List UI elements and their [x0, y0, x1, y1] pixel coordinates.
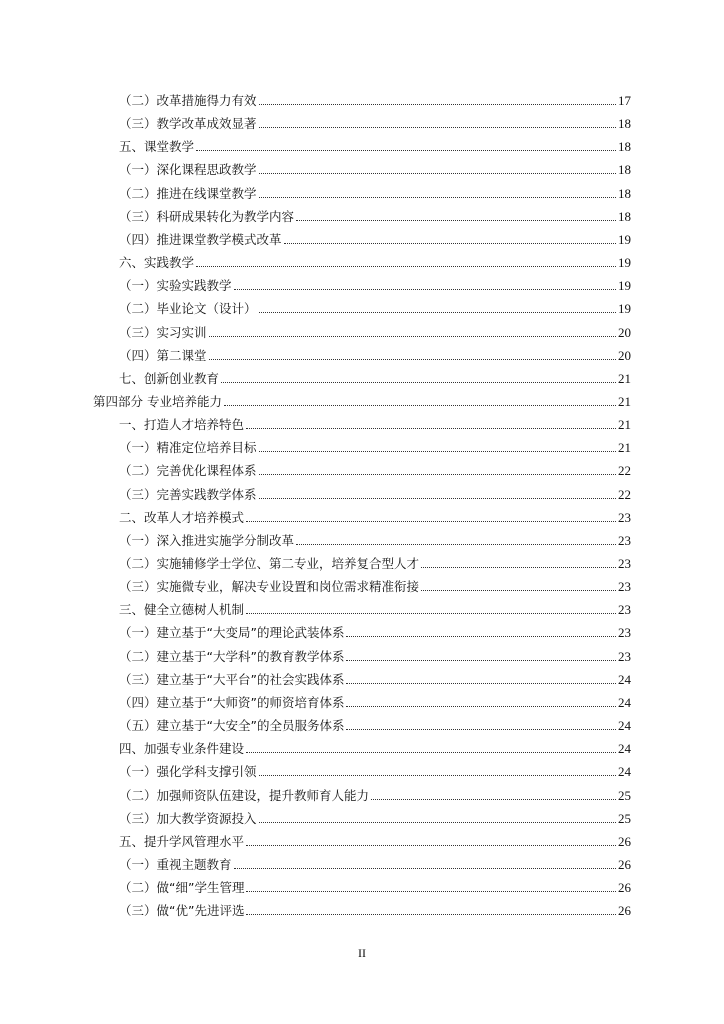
- toc-leader-dots: [259, 173, 616, 174]
- toc-entry-title: （一）深入推进实施学分制改革: [119, 532, 295, 548]
- toc-entry[interactable]: [119, 691, 631, 711]
- toc-entry-title: （一）强化学科支撑引领: [119, 764, 257, 780]
- toc-entry-title: （二）推进在线课堂教学: [119, 185, 257, 201]
- toc-entry-page: 22: [618, 486, 631, 502]
- toc-entry-page: 20: [618, 347, 631, 363]
- toc-entry-page: 23: [618, 532, 631, 548]
- toc-leader-dots: [259, 775, 616, 776]
- toc-leader-dots: [209, 359, 616, 360]
- toc-entry[interactable]: [119, 297, 631, 317]
- toc-entry[interactable]: [119, 529, 631, 549]
- toc-entry-title: （二）加强师资队伍建设，提升教师育人能力: [119, 787, 370, 803]
- toc-leader-dots: [421, 567, 616, 568]
- toc-entry-title: 五、提升学风管理水平: [119, 833, 245, 849]
- toc-entry[interactable]: [119, 413, 631, 433]
- toc-entry[interactable]: [119, 158, 631, 178]
- toc-leader-dots: [246, 613, 616, 614]
- toc-leader-dots: [346, 706, 616, 707]
- toc-entry-page: 24: [618, 741, 631, 757]
- toc-entry-page: 23: [618, 556, 631, 571]
- toc-leader-dots: [346, 636, 616, 637]
- toc-entry[interactable]: [119, 621, 631, 641]
- toc-leader-dots: [196, 266, 616, 267]
- toc-entry-page: 24: [618, 671, 631, 687]
- toc-entry-title: （三）建立基于“大平台”的社会实践体系: [119, 671, 345, 687]
- toc-leader-dots: [209, 336, 616, 337]
- toc-entry[interactable]: [119, 182, 631, 202]
- toc-entry-title: 三、健全立德树人机制: [119, 602, 245, 618]
- toc-entry[interactable]: [119, 483, 631, 503]
- toc-entry-title: 一、打造人才培养特色: [119, 417, 245, 433]
- toc-entry[interactable]: [119, 645, 631, 665]
- toc-entry-page: 18: [618, 162, 631, 178]
- toc-entry[interactable]: [119, 506, 631, 526]
- toc-entry[interactable]: [119, 830, 631, 850]
- toc-entry-page: 18: [618, 116, 631, 132]
- toc-leader-dots: [346, 660, 616, 661]
- toc-entry-page: 21: [618, 440, 631, 456]
- toc-leader-dots: [259, 104, 616, 105]
- toc-entry-title: （四）推进课堂教学模式改革: [119, 231, 282, 247]
- toc-leader-dots: [296, 544, 616, 545]
- toc-leader-dots: [421, 590, 616, 591]
- toc-leader-dots: [259, 312, 616, 313]
- toc-entry[interactable]: [119, 853, 631, 873]
- toc-entry[interactable]: [119, 112, 631, 132]
- toc-leader-dots: [259, 822, 616, 823]
- toc-entry-page: 26: [618, 856, 631, 872]
- toc-leader-dots: [371, 799, 616, 800]
- toc-entry-page: 23: [618, 579, 631, 595]
- toc-entry[interactable]: [119, 737, 631, 757]
- toc-entry[interactable]: [93, 390, 631, 410]
- toc-leader-dots: [346, 683, 616, 684]
- toc-entry-title: （四）第二课堂: [119, 347, 207, 363]
- toc-entry-title: （一）重视主题教育: [119, 856, 232, 872]
- toc-entry-page: 24: [618, 764, 631, 780]
- toc-entry-title: （三）加大教学资源投入: [119, 810, 257, 826]
- toc-entry-page: 25: [618, 787, 631, 803]
- toc-entry[interactable]: [119, 575, 631, 595]
- toc-leader-dots: [234, 868, 616, 869]
- toc-leader-dots: [259, 197, 616, 198]
- toc-entry-page: 23: [618, 602, 631, 618]
- toc-entry[interactable]: [119, 251, 631, 271]
- toc-entry-title: （三）教学改革成效显著: [119, 116, 257, 132]
- toc-leader-dots: [259, 451, 616, 452]
- toc-entry-title: （一）实验实践教学: [119, 278, 232, 294]
- toc-entry-title: （三）实施微专业，解决专业设置和岗位需求精准衔接: [119, 579, 420, 595]
- toc-entry-title: （二）做“细”学生管理: [119, 880, 245, 896]
- toc-entry-page: 19: [618, 231, 631, 247]
- toc-entry[interactable]: [119, 436, 631, 456]
- toc-leader-dots: [284, 243, 616, 244]
- toc-leader-dots: [259, 127, 616, 128]
- toc-entry-title: （二）实施辅修学士学位、第二专业，培养复合型人才: [119, 556, 420, 571]
- toc-entry[interactable]: [119, 760, 631, 780]
- toc-entry[interactable]: [119, 668, 631, 688]
- toc-entry[interactable]: [119, 552, 631, 572]
- toc-entry-page: 22: [618, 463, 631, 479]
- toc-entry-page: 18: [618, 185, 631, 201]
- toc-entry[interactable]: [119, 899, 631, 919]
- toc-entry[interactable]: [119, 714, 631, 734]
- toc-entry-page: 21: [618, 417, 631, 433]
- toc-entry-page: 26: [618, 880, 631, 896]
- toc-entry[interactable]: [119, 876, 631, 896]
- toc-entry-title: （三）科研成果转化为教学内容: [119, 208, 295, 224]
- toc-entry-title: （四）建立基于“大师资”的师资培育体系: [119, 694, 345, 710]
- toc-entry-page: 18: [618, 139, 631, 155]
- toc-entry-page: 17: [618, 93, 631, 108]
- toc-entry-page: 21: [618, 393, 631, 409]
- toc-entry[interactable]: [119, 344, 631, 364]
- toc-entry[interactable]: [119, 807, 631, 827]
- toc-entry-page: 24: [618, 694, 631, 710]
- toc-entry[interactable]: [119, 459, 631, 479]
- toc-entry[interactable]: [119, 784, 631, 804]
- toc-leader-dots: [296, 220, 616, 221]
- toc-entry-title: 二、改革人才培养模式: [119, 509, 245, 525]
- toc-entry[interactable]: [119, 321, 631, 341]
- toc-leader-dots: [246, 428, 616, 429]
- toc-leader-dots: [246, 845, 616, 846]
- toc-leader-dots: [259, 474, 616, 475]
- toc-entry-page: 19: [618, 278, 631, 294]
- toc-entry-title: 四、加强专业条件建设: [119, 741, 245, 757]
- toc-entry-page: 23: [618, 509, 631, 525]
- toc-leader-dots: [234, 289, 616, 290]
- toc-entry-page: 18: [618, 208, 631, 224]
- toc-entry-title: （五）建立基于“大安全”的全员服务体系: [119, 718, 345, 734]
- toc-entry-title: （一）深化课程思政教学: [119, 162, 257, 178]
- toc-leader-dots: [259, 498, 616, 499]
- toc-entry[interactable]: [119, 89, 631, 109]
- toc-entry[interactable]: [119, 135, 631, 155]
- toc-entry[interactable]: [119, 228, 631, 248]
- toc-leader-dots: [246, 521, 616, 522]
- toc-entry[interactable]: [119, 598, 631, 618]
- toc-entry-title: （二）完善优化课程体系: [119, 463, 257, 479]
- toc-leader-dots: [221, 382, 616, 383]
- toc-entry[interactable]: [119, 274, 631, 294]
- toc-entry-title: 七、创新创业教育: [119, 370, 220, 386]
- toc-entry-title: 第四部分 专业培养能力: [93, 393, 222, 409]
- toc-entry-title: （二）毕业论文（设计）: [119, 301, 257, 317]
- toc-entry-page: 24: [618, 718, 631, 734]
- toc-entry-page: 26: [618, 833, 631, 849]
- toc-entry[interactable]: [119, 205, 631, 225]
- toc-entry-title: （三）完善实践教学体系: [119, 486, 257, 502]
- toc-entry-title: 六、实践教学: [119, 255, 195, 271]
- toc-entry-page: 20: [618, 324, 631, 340]
- toc-leader-dots: [224, 405, 616, 406]
- toc-entry-title: （三）实习实训: [119, 324, 207, 340]
- toc-leader-dots: [196, 150, 616, 151]
- toc-entry-page: 25: [618, 810, 631, 826]
- toc-entry-page: 21: [618, 370, 631, 386]
- toc-entry-title: （一）精准定位培养目标: [119, 440, 257, 456]
- toc-entry-page: 23: [618, 625, 631, 641]
- toc-entry-page: 19: [618, 255, 631, 271]
- toc-leader-dots: [346, 729, 616, 730]
- toc-leader-dots: [246, 752, 616, 753]
- toc-entry[interactable]: [119, 367, 631, 387]
- toc-entry-page: 26: [618, 903, 631, 919]
- toc-leader-dots: [246, 891, 616, 892]
- toc-entry-title: （三）做“优”先进评选: [119, 903, 245, 919]
- toc-entry-title: （二）建立基于“大学科”的教育教学体系: [119, 648, 345, 664]
- toc-leader-dots: [246, 914, 616, 915]
- toc-entry-page: 19: [618, 301, 631, 317]
- toc-entry-title: （二）改革措施得力有效: [119, 93, 257, 108]
- toc-entry-page: 23: [618, 648, 631, 664]
- page-number-footer: II: [358, 946, 366, 960]
- toc-entry-title: 五、课堂教学: [119, 139, 195, 155]
- toc-entry-title: （一）建立基于“大变局”的理论武装体系: [119, 625, 345, 641]
